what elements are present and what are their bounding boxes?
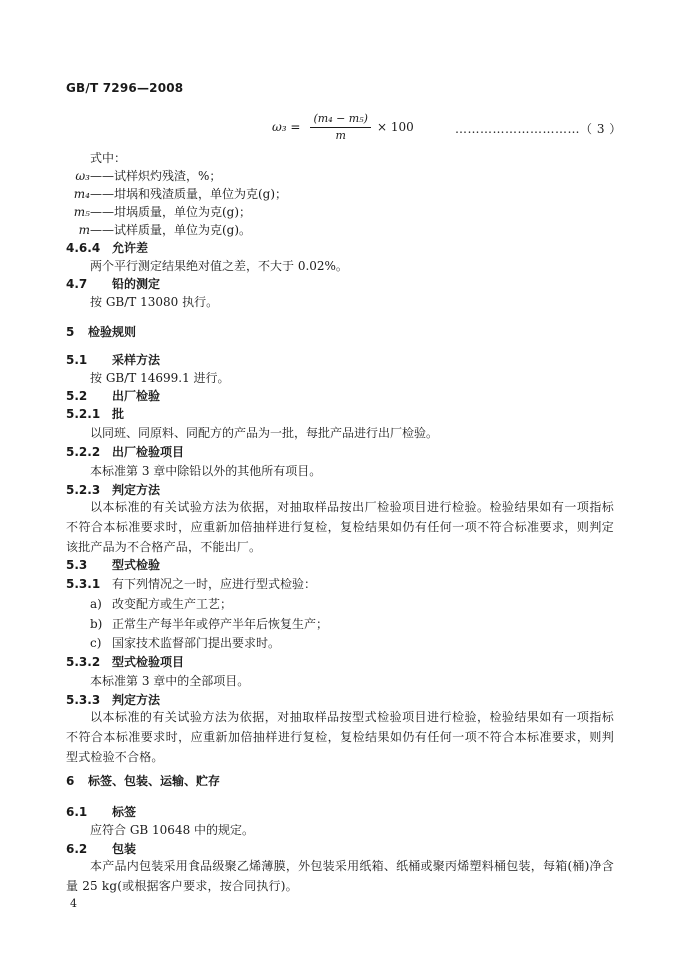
- section-body: 按 GB/T 14699.1 进行。: [90, 371, 230, 385]
- standard-code: GB/T 7296—2008: [66, 81, 184, 95]
- section-heading: 5.3.1 有下列情况之一时，应进行型式检验：: [66, 577, 317, 591]
- section-heading: 5.2.3 判定方法: [66, 483, 161, 497]
- page-number: 4: [70, 897, 77, 910]
- section-body: 本标准第 3 章中的全部项目。: [90, 674, 250, 688]
- section-heading: 4.7 铅的测定: [66, 277, 161, 291]
- formula-rhs: × 100: [376, 120, 414, 134]
- section-body: 两个平行测定结果绝对值之差，不大于 0.02%。: [90, 259, 348, 273]
- formula-fraction: [310, 112, 370, 142]
- formula-lhs: ω₃ =: [272, 120, 301, 134]
- section-heading: 5.3.2 型式检验项目: [66, 655, 185, 669]
- where-term: m₄——坩埚和残渣质量，单位为克(g)；: [73, 187, 288, 201]
- section-body: 按 GB/T 13080 执行。: [90, 295, 219, 309]
- chapter-heading: 5 检验规则: [66, 325, 137, 339]
- where-term: m₅——坩埚质量，单位为克(g)；: [73, 205, 252, 219]
- section-body: 以同班、同原料、同配方的产品为一批，每批产品进行出厂检验。: [90, 426, 439, 440]
- where-term: m——试样质量，单位为克(g)。: [78, 223, 252, 237]
- list-item: a) 改变配方或生产工艺；: [90, 597, 233, 611]
- chapter-heading: 6 标签、包装、运输、贮存: [66, 774, 221, 788]
- section-paragraph: 以本标准的有关试验方法为依据，对抽取样品按型式检验项目进行检验，检验结果如有一项指标不符合本标准要求时，应重新加倍抽样进行复检，复检结果如仍有任何一项不符合本标准要求，则判型式检验不合格。: [66, 710, 614, 764]
- section-heading: 5.3 型式检验: [66, 558, 161, 572]
- formula-3: [272, 112, 414, 142]
- equation-number: …………………………（ 3 ）: [455, 122, 622, 136]
- formula-numerator: (m₄ − m₅): [310, 112, 370, 128]
- section-heading: 6.2 包装: [66, 842, 137, 856]
- list-item: b) 正常生产每半年或停产半年后恢复生产；: [90, 617, 329, 631]
- section-heading: 5.2 出厂检验: [66, 389, 161, 403]
- where-term: ω₃——试样炽灼残渣，%；: [75, 169, 222, 183]
- section-heading: 6.1 标签: [66, 805, 137, 819]
- section-heading: 5.1 采样方法: [66, 353, 161, 367]
- section-body: 应符合 GB 10648 中的规定。: [90, 823, 255, 837]
- section-body: 本标准第 3 章中除铅以外的其他所有项目。: [90, 464, 322, 478]
- section-heading: 5.3.3 判定方法: [66, 693, 161, 707]
- section-heading: 4.6.4 允许差: [66, 241, 149, 255]
- formula-denominator: m: [335, 129, 346, 142]
- section-paragraph: 本产品内包装采用食品级聚乙烯薄膜，外包装采用纸箱、纸桶或聚丙烯塑料桶包装，每箱(桶)净含量 25 kg(或根据客户要求，按合同执行)。: [66, 859, 614, 893]
- list-item: c) 国家技术监督部门提出要求时。: [90, 636, 281, 650]
- where-intro: 式中：: [90, 151, 127, 165]
- section-heading: 5.2.1 批: [66, 407, 125, 421]
- section-heading: 5.2.2 出厂检验项目: [66, 445, 185, 459]
- section-paragraph: 以本标准的有关试验方法为依据，对抽取样品按出厂检验项目进行检验。检验结果如有一项指标不符合本标准要求时，应重新加倍抽样进行复检，复检结果如仍有任何一项不符合标准要求，则判定该批产品为不合格产品，不能出厂。: [66, 500, 614, 554]
